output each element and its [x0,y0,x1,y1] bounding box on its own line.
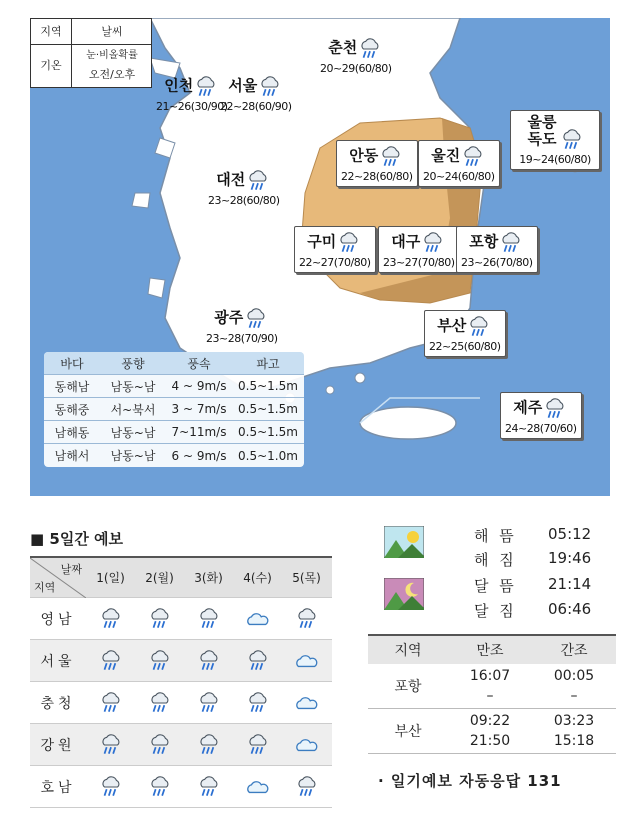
tide-high-time: 09:22 [469,713,511,729]
forecast-region-name: 서울 [40,653,76,670]
rain-icon [135,732,184,758]
city-5 [418,140,500,187]
city-temp-line [429,340,501,353]
sea-header-sea: 바다 [60,356,84,371]
city-temp-line [156,100,228,113]
sea-cell: 남해서 [54,449,90,463]
rain-icon [466,320,492,334]
rain-icon [243,312,269,326]
forecast-corner [30,558,86,598]
sea-header-speed: 풍속 [187,356,211,371]
sea-header-direction: 풍향 [121,356,145,371]
sea-cell: 0.5~1.5m [238,379,298,393]
sunrise-label: 해 뜸 [474,527,517,545]
rain-icon [184,690,233,716]
tide-high-time: 21:50 [469,733,511,749]
forecast-header-row [30,558,332,598]
legend-region-label: 지역 [40,25,62,39]
rain-icon [378,150,404,164]
sea-cell: 4 ~ 9m/s [171,379,227,393]
moon-icon [384,578,424,610]
forecast-title-text: 5일간 예보 [49,530,124,548]
city-9 [456,226,538,273]
cloud-icon [282,732,331,758]
forecast-row [30,682,332,724]
city-precip-prob: (70/80) [333,256,371,269]
sea-cell: 남동~남 [110,425,156,440]
tide-header-low: 간조 [560,643,588,659]
forecast-row [30,640,332,682]
rain-icon [86,774,135,800]
sunrise-time: 05:12 [548,525,592,543]
city-name: 울진 [431,146,461,165]
corner-region-label: 지역 [34,580,56,594]
city-temp-line [461,256,533,269]
city-temp-line [423,170,495,183]
sea-cell: 0.5~1.0m [238,448,298,463]
city-precip-prob: (60/80) [463,340,501,353]
tide-high-col [448,664,532,708]
rain-icon [357,42,383,56]
tide-region: 부산 [394,724,422,740]
rain-icon [233,648,282,674]
city-precip-prob: (60/80) [457,170,495,183]
city-name: 제주 [513,398,543,417]
rain-icon [86,690,135,716]
city-name: 광주 [214,308,244,327]
sunset-time: 19:46 [548,549,592,567]
city-precip-prob: (60/80) [375,170,413,183]
city-temp: 20~24 [423,170,458,183]
city-precip-prob: (70/80) [495,256,533,269]
city-temp: 24~28 [505,422,540,435]
forecast-region-name: 강원 [40,737,76,754]
forecast-title: ■ 5일간 예보 [30,530,124,548]
rain-icon [86,606,135,632]
city-4 [336,140,418,187]
city-name: 울릉 독도 [527,113,557,148]
rain-icon [282,606,331,632]
city-name: 춘천 [328,38,358,57]
city-precip-prob: (70/60) [539,422,577,435]
tide-table [368,634,616,754]
rain-icon [135,648,184,674]
rain-icon [542,402,568,416]
city-precip-prob: (70/80) [417,256,455,269]
moonset-time: 06:46 [548,600,592,618]
tide-high-time: 16:07 [469,668,511,684]
sea-cell: 남동~남 [110,449,156,463]
tide-header-region: 지역 [394,643,422,659]
sea-row [44,398,304,421]
rain-icon [184,732,233,758]
city-temp-line [320,62,392,75]
tide-header [368,634,616,664]
city-temp: 23~28 [206,332,241,345]
rain-icon [460,150,486,164]
rain-icon [193,80,219,94]
sea-table-header [44,352,304,375]
city-temp-line [383,256,455,269]
rain-icon [282,774,331,800]
rain-icon [184,606,233,632]
moonrise-time: 21:14 [548,575,592,593]
city-temp-line [206,332,278,345]
forecast-row [30,766,332,808]
cloud-icon [282,648,331,674]
tide-row [368,709,616,754]
tide-low-time: 15:18 [553,733,595,749]
tide-row [368,664,616,709]
legend-precip-label: 눈·비올확률 [86,50,138,61]
sunset-label: 해 짐 [474,551,517,569]
rain-icon [233,690,282,716]
city-precip-prob: (70/90) [240,332,278,345]
rain-icon [420,236,446,250]
legend-weather-label: 날씨 [101,25,123,39]
city-temp-line [208,194,280,207]
city-10 [206,306,278,345]
city-precip-prob: (60/80) [354,62,392,75]
city-temp-line [515,153,595,166]
city-precip-prob: (60/90) [254,100,292,113]
city-temp-line [299,256,371,269]
city-temp-line [220,100,292,113]
city-temp: 23~26 [461,256,496,269]
rain-icon [498,236,524,250]
tide-high-col [448,709,532,753]
city-temp: 20~29 [320,62,355,75]
rain-icon [135,606,184,632]
sea-cell: 서~북서 [110,402,156,417]
sea-cell: 3 ~ 7m/s [171,402,227,416]
city-name: 인천 [164,76,194,95]
sun-icon [384,526,424,558]
rain-icon [257,80,283,94]
city-6 [208,168,280,207]
city-name: 서울 [228,76,258,95]
city-temp: 21~26 [156,100,191,113]
rain-icon [135,690,184,716]
city-11 [424,310,506,357]
rain-icon [245,174,271,188]
city-temp: 23~27 [383,256,418,269]
sea-cell: 7~11m/s [171,425,227,439]
city-temp: 22~27 [299,256,334,269]
rain-icon [336,236,362,250]
city-2 [220,74,292,113]
sea-row [44,444,304,467]
forecast-region-name: 영남 [40,611,76,628]
tide-low-time: – [570,688,578,704]
rain-icon [184,774,233,800]
city-temp: 22~28 [220,100,255,113]
corner-date-label: 날짜 [60,562,82,576]
city-temp: 22~28 [341,170,376,183]
city-7 [294,226,376,273]
city-3 [510,110,600,170]
tide-region: 포항 [394,679,422,695]
tide-high-time: – [486,688,494,704]
sea-table [44,352,304,467]
city-temp-line [341,170,413,183]
forecast-day-4: 4(수) [243,571,272,585]
forecast-row [30,598,332,640]
cloud-icon [233,606,282,632]
city-name: 부산 [437,316,467,335]
city-temp: 19~24 [519,153,554,166]
sea-cell: 6 ~ 9m/s [171,448,227,463]
forecast-row [30,724,332,766]
sea-header-wave: 파고 [256,356,280,371]
tide-low-time: 03:23 [553,713,595,729]
city-precip-prob: (60/80) [242,194,280,207]
forecast-region-name: 호남 [40,779,76,796]
legend-ampm-label: 오전/오후 [88,68,136,82]
sea-cell: 0.5~1.5m [238,402,298,416]
rain-icon [184,648,233,674]
city-temp: 23~28 [208,194,243,207]
city-name: 포항 [469,232,499,251]
city-temp-line [505,422,577,435]
rain-icon [86,648,135,674]
forecast-table [30,556,332,808]
sea-row [44,375,304,398]
forecast-day-1: 1(일) [96,571,125,585]
forecast-day-5: 5(목) [292,571,321,585]
cloud-icon [282,690,331,716]
city-0 [320,36,392,75]
rain-icon [233,732,282,758]
footer-phone-info: · 일기예보 자동응답 131 [378,772,562,790]
sea-cell: 동해남 [54,379,90,394]
tide-low-col [532,664,616,708]
cloud-icon [233,774,282,800]
sea-cell: 0.5~1.5m [238,425,298,439]
city-name: 안동 [349,146,379,165]
sea-cell: 동해중 [54,402,90,417]
rain-icon [86,732,135,758]
legend-temp-label: 기온 [40,59,62,73]
sea-row [44,421,304,444]
tide-low-col [532,709,616,753]
rain-icon [559,133,585,147]
city-precip-prob: (30/90) [190,100,228,113]
forecast-day-3: 3(화) [194,571,223,585]
rain-icon [135,774,184,800]
city-name: 구미 [307,232,337,251]
forecast-day-2: 2(월) [145,571,174,585]
city-1 [156,74,228,113]
sea-cell: 남해동 [54,425,90,440]
moonrise-label: 달 뜸 [474,577,517,595]
city-temp: 22~25 [429,340,464,353]
tide-header-high: 만조 [476,643,504,659]
map-legend [30,18,152,88]
city-name: 대전 [216,170,246,189]
sea-cell: 남동~남 [110,379,156,394]
city-12 [500,392,582,439]
city-name: 대구 [391,232,421,251]
forecast-region-name: 충청 [40,695,76,712]
city-8 [378,226,460,273]
moonset-label: 달 짐 [474,602,517,620]
tide-low-time: 00:05 [553,668,595,684]
city-precip-prob: (60/80) [553,153,591,166]
